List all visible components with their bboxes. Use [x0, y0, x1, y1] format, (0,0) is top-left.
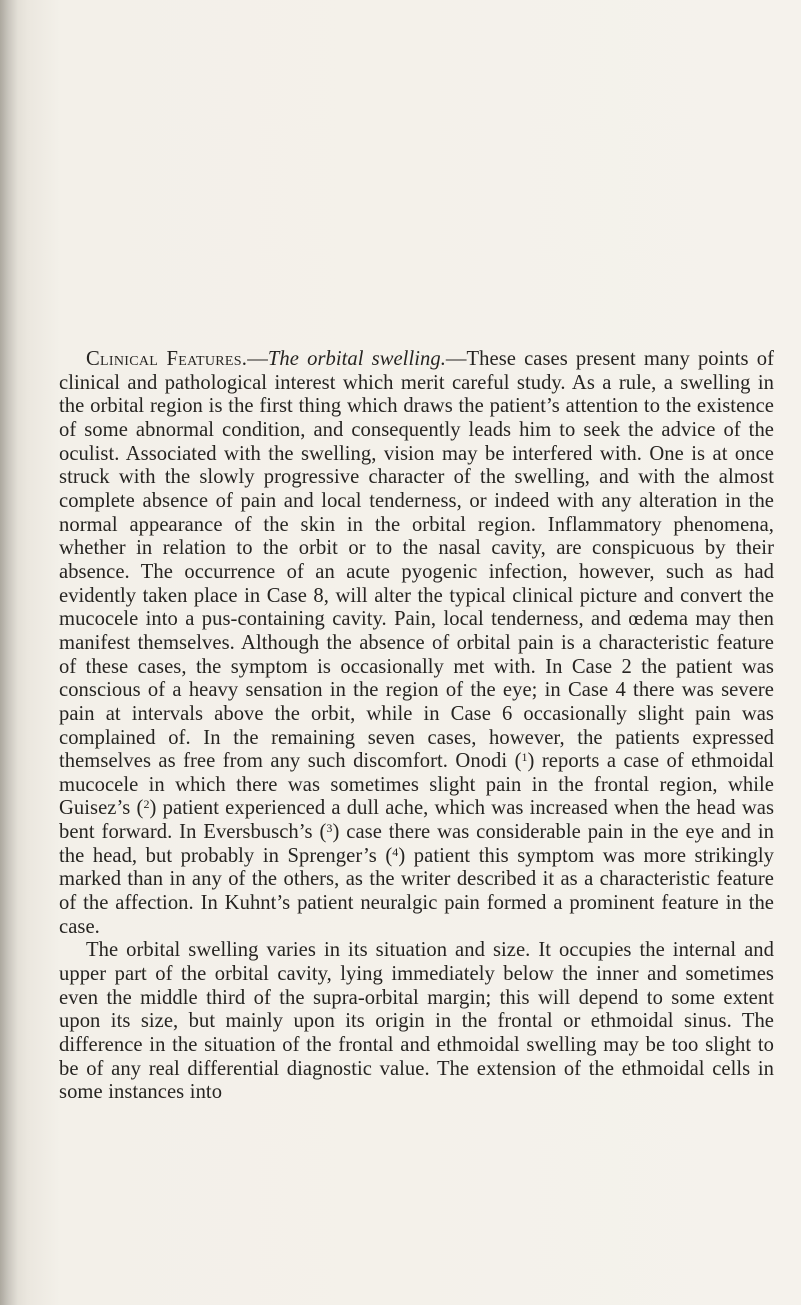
- footnote-ref-2[interactable]: 2: [143, 797, 150, 812]
- paragraph-1-segment-4: ) patient this symptom was more strikingly marked than in any of the others, as the writer described it as a characteristic feature of the affection. In Kuhnt’s patient neuralgic pain formed a prominent feature in the case.: [59, 844, 774, 938]
- paragraph-1-text: These cases present many points of clinical and pathological interest which merit careful study. As a rule, a swelling in the orbital region is the first thing which draws the patient’s attention to the existence of some abnormal condition, and consequently leads him to seek the advice of the oculist. Associated with the swelling, vision may be interfered with. One is at once struck with the slowly progressive character of the swelling, and with the almost complete absence of pain and local tenderness, or indeed with any alteration in the normal appearance of the skin in the orbital region. Inflammatory phenomena, whether in relation to the orbit or to the nasal cavity, are conspicuous by their absence. The occurrence of an acute pyogenic infection, however, such as had evidently taken place in Case 8, will alter the typical clinical picture and convert the mucocele into a pus-containing cavity. Pain, local tenderness, and œdema may then manifest themselves. Although the absence of orbital pain is a characteristic feature of these cases, the symptom is occasionally met with. In Case 2 the patient was conscious of a heavy sensation in the region of the eye; in Case 4 there was severe pain at intervals above the orbit, while in Case 6 occasionally slight pain was complained of. In the remaining seven cases, however, the patients expressed themselves as free from any such discomfort. Onodi (: [59, 348, 774, 773]
- page-gutter-shadow: [0, 0, 18, 1305]
- footnote-ref-1[interactable]: 1: [521, 750, 528, 765]
- footnote-ref-4[interactable]: 4: [392, 844, 399, 859]
- heading-dash: —: [247, 348, 268, 370]
- paragraph-1-segment-2: ) patient experienced a dull ache, which was increased when the head was bent forward. In Eversbusch’s (: [59, 797, 775, 844]
- paragraph-1-segment-3: ) case there was considerable pain in the eye and in the head, but probably in Sprenger’s (: [59, 821, 774, 867]
- paragraph-orbital-swelling: The orbital swelling varies in its situation and size. It occupies the internal and upper part of the orbital cavity, lying immediately below the inner and sometimes even the middle third of the supra-orbital margin; this will depend to some extent upon its size, but mainly upon its origin in the frontal or ethmoidal sinus. The difference in the situation of the frontal and ethmoidal swelling may be too slight to be of any real differential diagnostic value. The extension of the ethmoidal cells in some instances into: [59, 939, 774, 1104]
- section-heading: Clinical Features.: [86, 348, 248, 370]
- heading-dash-2: —: [445, 348, 467, 370]
- text-block: [59, 348, 774, 1105]
- paragraph-clinical-features: [59, 348, 774, 939]
- paragraph-1-segment-1: ) reports a case of ethmoidal mucocele in which there was sometimes slight pain in the frontal region, while Guisez’s (: [59, 750, 774, 820]
- section-subheading: The orbital swelling.: [267, 348, 446, 370]
- footnote-ref-3[interactable]: 3: [326, 821, 333, 836]
